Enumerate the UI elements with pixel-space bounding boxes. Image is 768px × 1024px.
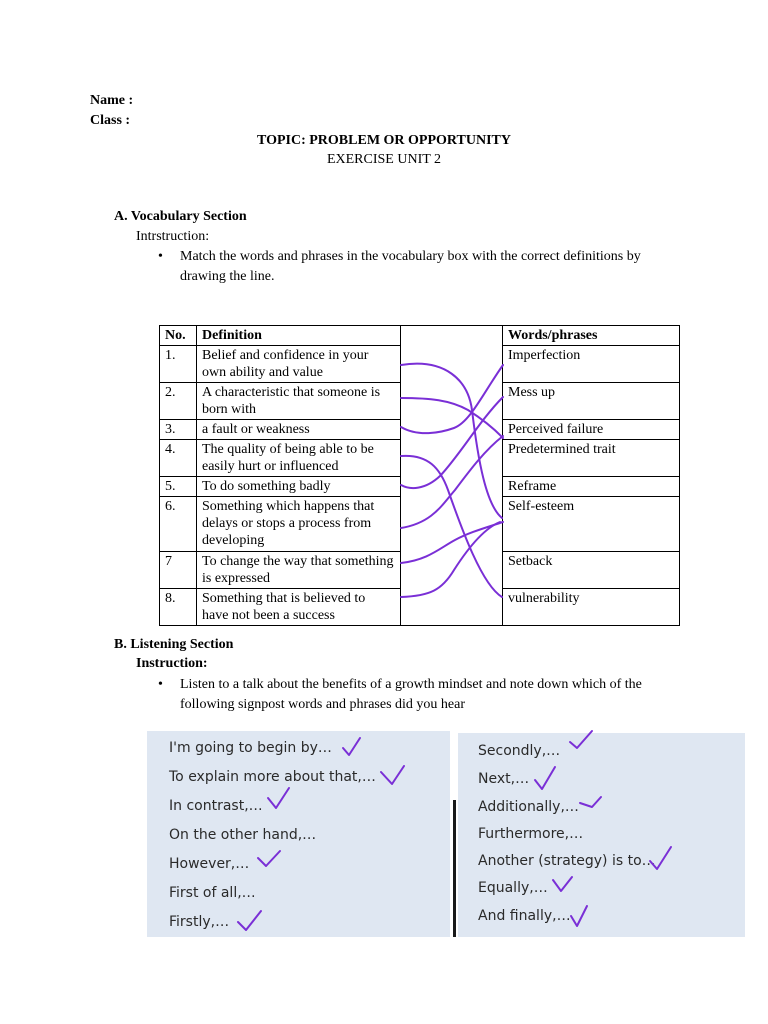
signpost-panel-left	[147, 731, 450, 937]
row-word: Setback	[503, 552, 680, 589]
signpost-item	[478, 880, 548, 896]
header-words: Words/phrases	[503, 326, 680, 346]
bullet-icon: •	[158, 677, 163, 692]
row-word: Mess up	[503, 383, 680, 420]
signpost-item	[478, 826, 583, 842]
row-no: 6.	[160, 497, 197, 552]
row-word: Imperfection	[503, 346, 680, 383]
photo-edge	[453, 800, 456, 937]
row-definition: Belief and confidence in your own ability and value	[197, 346, 401, 383]
signpost-text: To explain more about that,…	[169, 769, 376, 785]
row-definition: A characteristic that someone is born with	[197, 383, 401, 420]
section-b-heading: B. Listening Section	[114, 637, 234, 652]
match-area	[401, 497, 503, 552]
signpost-item	[169, 885, 256, 901]
signpost-item	[169, 827, 316, 843]
row-no: 5.	[160, 477, 197, 497]
row-definition: To do something badly	[197, 477, 401, 497]
row-no: 3.	[160, 420, 197, 440]
row-definition: The quality of being able to be easily hurt or influenced	[197, 440, 401, 477]
match-area	[401, 420, 503, 440]
signpost-text: Furthermore,…	[478, 826, 584, 842]
page-subtitle: EXERCISE UNIT 2	[326, 152, 442, 167]
row-definition: Something that is believed to have not been a success	[197, 589, 401, 626]
signpost-text: Secondly,…	[478, 743, 561, 759]
header-no: No.	[160, 326, 197, 346]
signpost-item	[478, 853, 656, 869]
section-a-instruction-line2: drawing the line.	[180, 269, 275, 284]
row-definition: To change the way that something is expressed	[197, 552, 401, 589]
row-definition: Something which happens that delays or stops a process from developing	[197, 497, 401, 552]
row-no: 4.	[160, 440, 197, 477]
signpost-item	[169, 914, 229, 930]
class-label: Class :	[90, 113, 131, 128]
table-row	[160, 497, 680, 552]
match-area	[401, 383, 503, 420]
page-title: TOPIC: PROBLEM OR OPPORTUNITY	[257, 133, 511, 148]
row-no: 2.	[160, 383, 197, 420]
section-a-instruction-label: Intrstruction:	[136, 229, 210, 244]
match-area	[401, 326, 503, 346]
table-row	[160, 383, 680, 420]
row-word: vulnerability	[503, 589, 680, 626]
signpost-text: In contrast,…	[169, 798, 263, 814]
table-row	[160, 552, 680, 589]
section-a-instruction-line1: Match the words and phrases in the vocabulary box with the correct definitions by	[180, 249, 641, 264]
match-area	[401, 346, 503, 383]
row-no: 8.	[160, 589, 197, 626]
row-word: Perceived failure	[503, 420, 680, 440]
signpost-text: On the other hand,…	[169, 827, 317, 843]
row-word: Reframe	[503, 477, 680, 497]
signpost-item	[478, 908, 571, 924]
table-header-row	[160, 326, 680, 346]
table-row	[160, 440, 680, 477]
header-definition: Definition	[197, 326, 401, 346]
section-b-instruction-line2: following signpost words and phrases did you hear	[180, 697, 466, 712]
signpost-item	[169, 740, 332, 756]
signpost-item	[169, 856, 249, 872]
name-label: Name :	[90, 93, 134, 108]
signpost-text: Additionally,…	[478, 799, 579, 815]
row-no: 1.	[160, 346, 197, 383]
signpost-text: Equally,…	[478, 880, 548, 896]
row-word: Predetermined trait	[503, 440, 680, 477]
signpost-text: I'm going to begin by…	[169, 740, 332, 756]
signpost-item	[478, 799, 579, 815]
signpost-item	[169, 769, 376, 785]
table-row	[160, 420, 680, 440]
match-area	[401, 440, 503, 477]
vocabulary-table	[159, 325, 680, 626]
signpost-text: First of all,…	[169, 885, 256, 901]
row-word: Self-esteem	[503, 497, 680, 552]
bullet-icon: •	[158, 249, 163, 264]
signpost-item	[478, 771, 529, 787]
signpost-text: Another (strategy) is to…	[478, 853, 656, 869]
table-row	[160, 477, 680, 497]
signpost-item	[478, 743, 560, 759]
section-b-instruction-line1: Listen to a talk about the benefits of a growth mindset and note down which of the	[180, 677, 642, 692]
signpost-text: Next,…	[478, 771, 530, 787]
row-no: 7	[160, 552, 197, 589]
section-b-instruction-label: Instruction:	[136, 656, 208, 671]
table-row	[160, 589, 680, 626]
match-area	[401, 477, 503, 497]
signpost-panel-right	[458, 733, 745, 937]
match-area	[401, 552, 503, 589]
signpost-item	[169, 798, 263, 814]
signpost-text: And finally,…	[478, 908, 571, 924]
table-row	[160, 346, 680, 383]
match-area	[401, 589, 503, 626]
section-a-heading: A. Vocabulary Section	[114, 209, 247, 224]
row-definition: a fault or weakness	[197, 420, 401, 440]
signpost-text: Firstly,…	[169, 914, 230, 930]
signpost-text: However,…	[169, 856, 250, 872]
